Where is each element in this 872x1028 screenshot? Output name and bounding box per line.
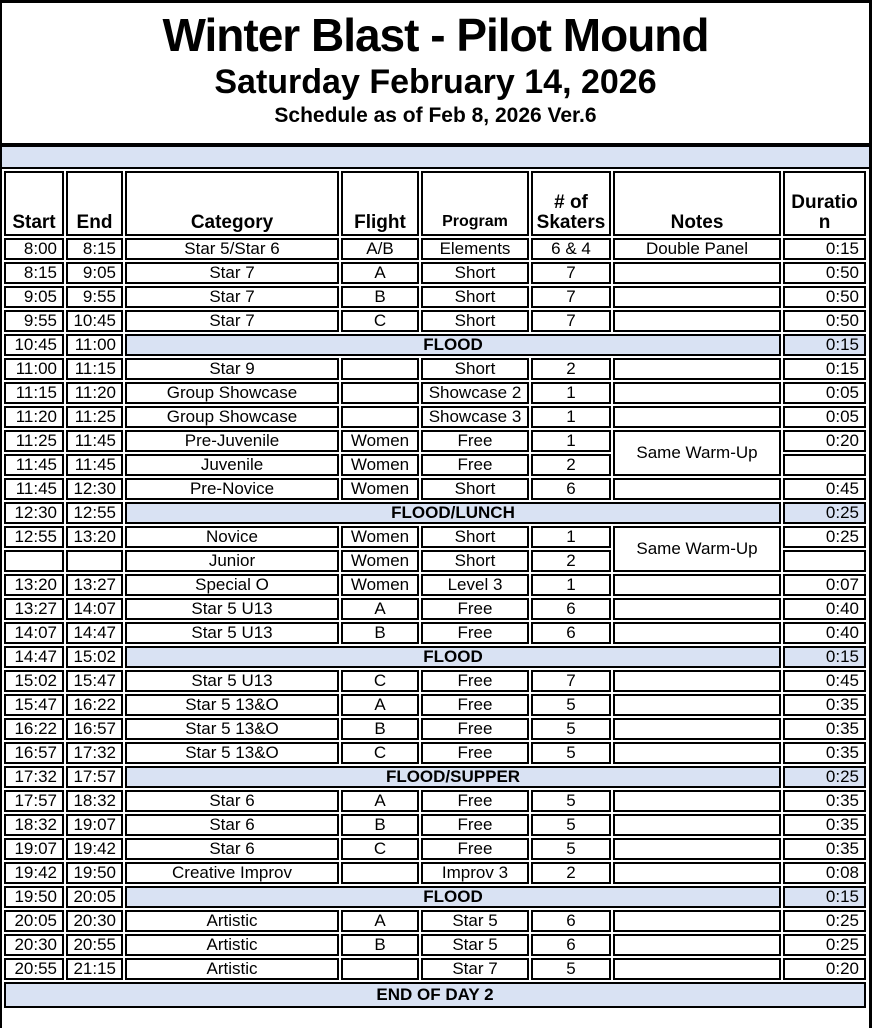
duration-cell: 0:35 [783, 694, 866, 716]
program-cell: Free [421, 814, 529, 836]
program-cell: Improv 3 [421, 862, 529, 884]
notes-cell [613, 742, 781, 764]
program-cell: Free [421, 430, 529, 452]
end-cell: 17:32 [66, 742, 123, 764]
start-cell: 16:22 [4, 718, 64, 740]
flight-cell: Women [341, 430, 419, 452]
skaters-cell: 5 [531, 718, 611, 740]
end-cell: 13:20 [66, 526, 123, 548]
column-header-category: Category [125, 171, 339, 236]
category-cell: Star 5 U13 [125, 622, 339, 644]
flood-label-cell: FLOOD [125, 646, 781, 668]
start-cell: 14:47 [4, 646, 64, 668]
schedule-row [4, 478, 866, 500]
column-header-flight: Flight [341, 171, 419, 236]
end-cell: 12:55 [66, 502, 123, 524]
schedule-row [4, 862, 866, 884]
column-header-program: Program [421, 171, 529, 236]
duration-cell: 0:35 [783, 814, 866, 836]
notes-cell [613, 814, 781, 836]
column-header-duration: Duration [783, 171, 866, 236]
program-cell: Free [421, 742, 529, 764]
program-cell: Short [421, 286, 529, 308]
flight-cell: B [341, 622, 419, 644]
end-cell: 14:07 [66, 598, 123, 620]
notes-cell: Double Panel [613, 238, 781, 260]
schedule-row [4, 814, 866, 836]
start-cell: 10:45 [4, 334, 64, 356]
category-cell: Creative Improv [125, 862, 339, 884]
category-cell: Star 7 [125, 262, 339, 284]
category-cell: Star 5 13&O [125, 742, 339, 764]
program-cell: Short [421, 310, 529, 332]
flight-cell [341, 382, 419, 404]
schedule-row [4, 670, 866, 692]
program-cell: Free [421, 598, 529, 620]
notes-cell [613, 838, 781, 860]
skaters-cell: 7 [531, 670, 611, 692]
category-cell: Novice [125, 526, 339, 548]
flight-cell: Women [341, 526, 419, 548]
category-cell: Junior [125, 550, 339, 572]
start-cell: 20:55 [4, 958, 64, 980]
skaters-cell: 7 [531, 310, 611, 332]
end-cell: 17:57 [66, 766, 123, 788]
category-cell: Star 5 13&O [125, 718, 339, 740]
notes-cell [613, 598, 781, 620]
end-cell: 11:45 [66, 454, 123, 476]
duration-cell [783, 550, 866, 572]
program-cell: Free [421, 622, 529, 644]
duration-cell [783, 454, 866, 476]
skaters-cell: 2 [531, 862, 611, 884]
event-date: Saturday February 14, 2026 [214, 62, 657, 101]
skaters-cell: 1 [531, 430, 611, 452]
start-cell: 11:45 [4, 454, 64, 476]
flight-cell: A [341, 790, 419, 812]
end-cell: 9:05 [66, 262, 123, 284]
category-cell: Group Showcase [125, 382, 339, 404]
start-cell: 16:57 [4, 742, 64, 764]
schedule-row [4, 934, 866, 956]
category-cell: Juvenile [125, 454, 339, 476]
end-cell: 10:45 [66, 310, 123, 332]
duration-cell: 0:50 [783, 262, 866, 284]
program-cell: Free [421, 718, 529, 740]
start-cell: 17:57 [4, 790, 64, 812]
schedule-row [4, 742, 866, 764]
schedule-table [2, 169, 868, 1010]
flight-cell: A [341, 598, 419, 620]
schedule-row [4, 262, 866, 284]
flight-cell: B [341, 286, 419, 308]
flight-cell: C [341, 310, 419, 332]
flood-label-cell: FLOOD [125, 334, 781, 356]
schedule-row [4, 286, 866, 308]
duration-cell: 0:05 [783, 382, 866, 404]
flight-cell: A [341, 262, 419, 284]
end-cell: 15:02 [66, 646, 123, 668]
program-cell: Star 7 [421, 958, 529, 980]
duration-cell: 0:15 [783, 646, 866, 668]
flight-cell [341, 358, 419, 380]
duration-cell: 0:15 [783, 238, 866, 260]
schedule-row [4, 958, 866, 980]
skaters-cell: 1 [531, 406, 611, 428]
category-cell: Star 5 U13 [125, 598, 339, 620]
end-cell: 21:15 [66, 958, 123, 980]
flood-row [4, 886, 866, 908]
notes-cell [613, 718, 781, 740]
skaters-cell: 6 [531, 910, 611, 932]
column-header-notes: Notes [613, 171, 781, 236]
end-cell: 20:55 [66, 934, 123, 956]
start-cell: 11:00 [4, 358, 64, 380]
schedule-row [4, 694, 866, 716]
skaters-cell: 5 [531, 958, 611, 980]
start-cell: 11:15 [4, 382, 64, 404]
duration-cell: 0:35 [783, 790, 866, 812]
flight-cell: C [341, 670, 419, 692]
program-cell: Showcase 3 [421, 406, 529, 428]
category-cell: Star 7 [125, 310, 339, 332]
end-cell: 16:22 [66, 694, 123, 716]
duration-cell: 0:25 [783, 934, 866, 956]
program-cell: Short [421, 358, 529, 380]
category-cell: Artistic [125, 910, 339, 932]
banner-row [4, 982, 866, 1008]
schedule-row [4, 358, 866, 380]
start-cell: 19:42 [4, 862, 64, 884]
category-cell: Special O [125, 574, 339, 596]
start-cell: 8:15 [4, 262, 64, 284]
end-cell: 19:42 [66, 838, 123, 860]
flight-cell: A [341, 694, 419, 716]
flight-cell: Women [341, 454, 419, 476]
flight-cell: A [341, 910, 419, 932]
start-cell [4, 550, 64, 572]
notes-cell [613, 478, 781, 500]
duration-cell: 0:35 [783, 742, 866, 764]
flight-cell: Women [341, 550, 419, 572]
program-cell: Short [421, 262, 529, 284]
flight-cell: B [341, 934, 419, 956]
start-cell: 15:47 [4, 694, 64, 716]
flight-cell [341, 958, 419, 980]
start-cell: 9:55 [4, 310, 64, 332]
end-cell: 12:30 [66, 478, 123, 500]
schedule-row [4, 622, 866, 644]
duration-cell: 0:15 [783, 358, 866, 380]
schedule-row [4, 310, 866, 332]
category-cell: Star 6 [125, 790, 339, 812]
duration-cell: 0:45 [783, 670, 866, 692]
end-of-day-banner-cell: END OF DAY 2 [4, 982, 866, 1008]
end-cell: 16:57 [66, 718, 123, 740]
duration-cell: 0:40 [783, 598, 866, 620]
category-cell: Group Showcase [125, 406, 339, 428]
flight-cell: C [341, 838, 419, 860]
column-header-end: End [66, 171, 123, 236]
skaters-cell: 7 [531, 286, 611, 308]
schedule-row [4, 838, 866, 860]
skaters-cell: 5 [531, 814, 611, 836]
notes-cell [613, 262, 781, 284]
category-cell: Star 6 [125, 814, 339, 836]
notes-cell [613, 574, 781, 596]
skaters-cell: 1 [531, 382, 611, 404]
flood-row [4, 502, 866, 524]
duration-cell: 0:50 [783, 310, 866, 332]
skaters-cell: 5 [531, 694, 611, 716]
start-cell: 17:32 [4, 766, 64, 788]
duration-cell: 0:35 [783, 838, 866, 860]
end-cell: 11:20 [66, 382, 123, 404]
duration-cell: 0:25 [783, 502, 866, 524]
skaters-cell: 1 [531, 574, 611, 596]
start-cell: 13:27 [4, 598, 64, 620]
start-cell: 15:02 [4, 670, 64, 692]
end-cell: 20:05 [66, 886, 123, 908]
notes-cell [613, 694, 781, 716]
schedule-row [4, 406, 866, 428]
program-cell: Free [421, 670, 529, 692]
duration-cell: 0:05 [783, 406, 866, 428]
notes-cell: Same Warm-Up [613, 430, 781, 476]
notes-cell [613, 622, 781, 644]
flood-label-cell: FLOOD/SUPPER [125, 766, 781, 788]
flood-row [4, 646, 866, 668]
skaters-cell: 5 [531, 742, 611, 764]
skaters-cell: 1 [531, 526, 611, 548]
start-cell: 8:00 [4, 238, 64, 260]
flight-cell: A/B [341, 238, 419, 260]
program-cell: Free [421, 454, 529, 476]
schedule-version: Schedule as of Feb 8, 2026 Ver.6 [274, 103, 597, 127]
flood-row [4, 766, 866, 788]
start-cell: 20:05 [4, 910, 64, 932]
schedule-row [4, 910, 866, 932]
category-cell: Star 5 13&O [125, 694, 339, 716]
notes-cell: Same Warm-Up [613, 526, 781, 572]
schedule-row [4, 238, 866, 260]
flood-label-cell: FLOOD/LUNCH [125, 502, 781, 524]
program-cell: Level 3 [421, 574, 529, 596]
category-cell: Pre-Juvenile [125, 430, 339, 452]
end-cell: 11:45 [66, 430, 123, 452]
end-cell: 11:00 [66, 334, 123, 356]
program-cell: Short [421, 550, 529, 572]
program-cell: Star 5 [421, 934, 529, 956]
start-cell: 11:45 [4, 478, 64, 500]
flight-cell: B [341, 814, 419, 836]
duration-cell: 0:15 [783, 886, 866, 908]
duration-cell: 0:35 [783, 718, 866, 740]
schedule-row [4, 598, 866, 620]
duration-cell: 0:45 [783, 478, 866, 500]
category-cell: Pre-Novice [125, 478, 339, 500]
notes-cell [613, 382, 781, 404]
duration-cell: 0:50 [783, 286, 866, 308]
end-cell: 19:50 [66, 862, 123, 884]
notes-cell [613, 934, 781, 956]
program-cell: Showcase 2 [421, 382, 529, 404]
start-cell: 13:20 [4, 574, 64, 596]
skaters-cell: 6 [531, 478, 611, 500]
duration-cell: 0:25 [783, 910, 866, 932]
skaters-cell: 6 & 4 [531, 238, 611, 260]
program-cell: Elements [421, 238, 529, 260]
category-cell: Star 5/Star 6 [125, 238, 339, 260]
notes-cell [613, 910, 781, 932]
category-cell: Star 7 [125, 286, 339, 308]
start-cell: 11:20 [4, 406, 64, 428]
duration-cell: 0:15 [783, 334, 866, 356]
flood-label-cell: FLOOD [125, 886, 781, 908]
duration-cell: 0:25 [783, 766, 866, 788]
start-cell: 18:32 [4, 814, 64, 836]
notes-cell [613, 406, 781, 428]
end-cell: 15:47 [66, 670, 123, 692]
duration-cell: 0:40 [783, 622, 866, 644]
notes-cell [613, 958, 781, 980]
end-cell: 11:25 [66, 406, 123, 428]
skaters-cell: 2 [531, 550, 611, 572]
schedule-row [4, 382, 866, 404]
program-cell: Free [421, 694, 529, 716]
notes-cell [613, 358, 781, 380]
program-cell: Star 5 [421, 910, 529, 932]
skaters-cell: 5 [531, 838, 611, 860]
notes-cell [613, 790, 781, 812]
schedule-row [4, 718, 866, 740]
duration-cell: 0:20 [783, 958, 866, 980]
skaters-cell: 6 [531, 598, 611, 620]
notes-cell [613, 862, 781, 884]
duration-cell: 0:20 [783, 430, 866, 452]
category-cell: Star 6 [125, 838, 339, 860]
category-cell: Artistic [125, 934, 339, 956]
notes-cell [613, 310, 781, 332]
schedule-row [4, 790, 866, 812]
column-header-start: Start [4, 171, 64, 236]
notes-cell [613, 670, 781, 692]
duration-cell: 0:07 [783, 574, 866, 596]
header-row [4, 171, 866, 236]
program-cell: Free [421, 790, 529, 812]
header-band [2, 147, 869, 169]
duration-cell: 0:25 [783, 526, 866, 548]
start-cell: 19:07 [4, 838, 64, 860]
category-cell: Star 5 U13 [125, 670, 339, 692]
end-cell: 9:55 [66, 286, 123, 308]
program-cell: Short [421, 478, 529, 500]
duration-cell: 0:08 [783, 862, 866, 884]
end-cell [66, 550, 123, 572]
end-cell: 14:47 [66, 622, 123, 644]
category-cell: Star 9 [125, 358, 339, 380]
flood-row [4, 334, 866, 356]
end-cell: 18:32 [66, 790, 123, 812]
column-header-skaters: # of Skaters [531, 171, 611, 236]
schedule-row [4, 526, 866, 548]
skaters-cell: 6 [531, 934, 611, 956]
end-cell: 8:15 [66, 238, 123, 260]
skaters-cell: 7 [531, 262, 611, 284]
skaters-cell: 2 [531, 358, 611, 380]
skaters-cell: 5 [531, 790, 611, 812]
flight-cell [341, 862, 419, 884]
flight-cell [341, 406, 419, 428]
end-cell: 11:15 [66, 358, 123, 380]
start-cell: 12:30 [4, 502, 64, 524]
program-cell: Short [421, 526, 529, 548]
skaters-cell: 2 [531, 454, 611, 476]
end-cell: 13:27 [66, 574, 123, 596]
flight-cell: B [341, 718, 419, 740]
title-block [2, 3, 869, 147]
schedule-row [4, 430, 866, 452]
end-cell: 19:07 [66, 814, 123, 836]
skaters-cell: 6 [531, 622, 611, 644]
start-cell: 9:05 [4, 286, 64, 308]
event-title: Winter Blast - Pilot Mound [162, 9, 709, 61]
end-cell: 20:30 [66, 910, 123, 932]
category-cell: Artistic [125, 958, 339, 980]
flight-cell: C [341, 742, 419, 764]
start-cell: 12:55 [4, 526, 64, 548]
start-cell: 19:50 [4, 886, 64, 908]
start-cell: 11:25 [4, 430, 64, 452]
program-cell: Free [421, 838, 529, 860]
start-cell: 14:07 [4, 622, 64, 644]
notes-cell [613, 286, 781, 308]
schedule-row [4, 574, 866, 596]
flight-cell: Women [341, 478, 419, 500]
start-cell: 20:30 [4, 934, 64, 956]
flight-cell: Women [341, 574, 419, 596]
